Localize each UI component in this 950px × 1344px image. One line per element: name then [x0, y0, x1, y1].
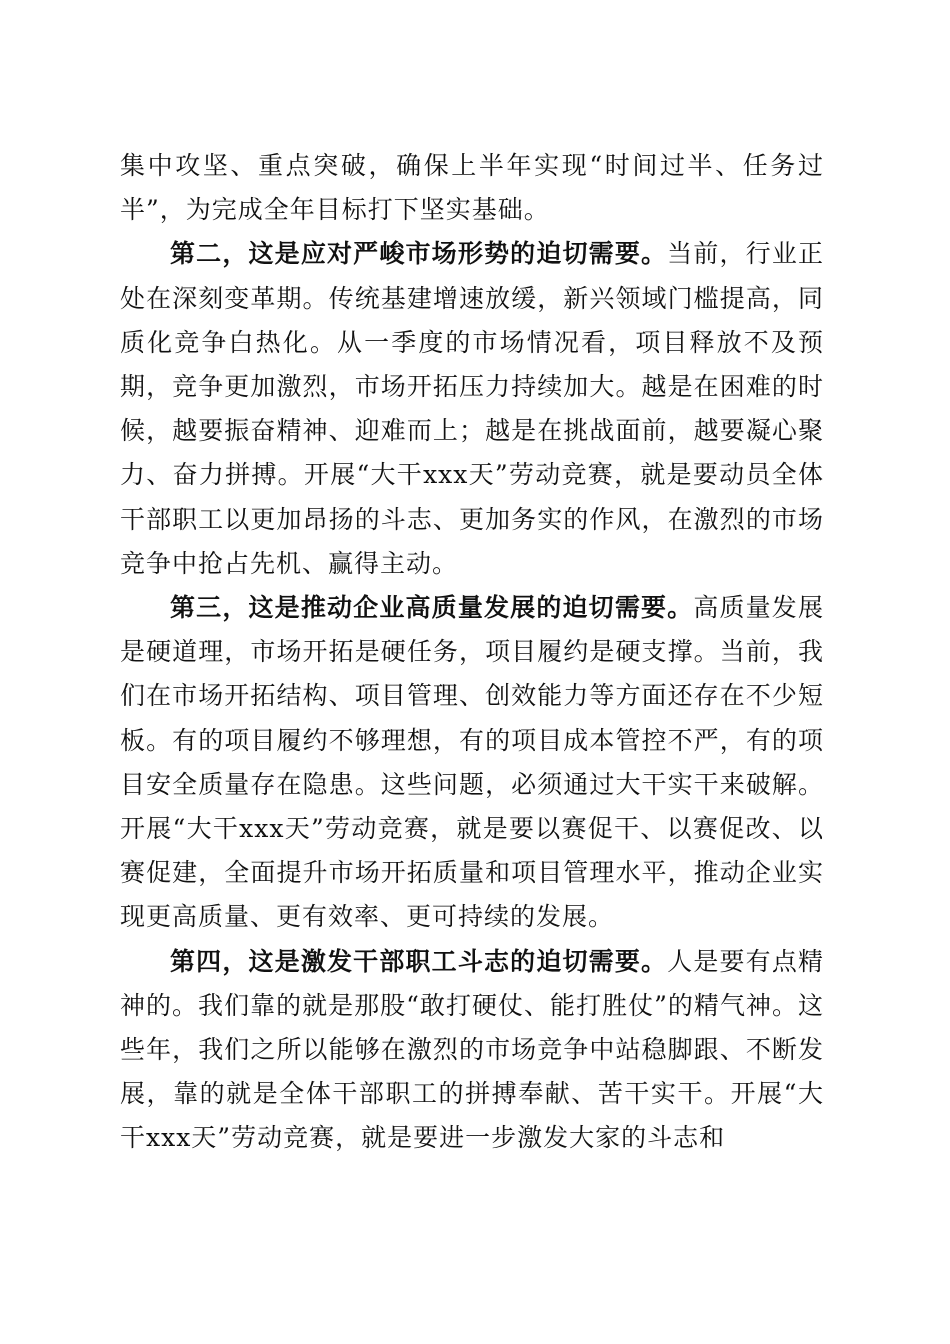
paragraph-lead: 第三，这是推动企业高质量发展的迫切需要。 [170, 593, 694, 623]
paragraph-text: 当前，行业正处在深刻变革期。传统基建增速放缓，新兴领域门槛提高，同质化竞争白热化。从一季度的市场情况看，项目释放不及预期，竞争更加激烈，市场开拓压力持续加大。越是在困难的时候，越要振奋精神、迎难而上；越是在挑战面前，越要凝心聚力、奋力拼搏。开展“大干xxx天”劳动竞赛，就是要动员全体干部职工以更加昂扬的斗志、更加务实的作风，在激烈的市场竞争中抢占先机、赢得主动。 [120, 239, 824, 578]
document-page [120, 144, 824, 1161]
paragraph-text: 集中攻坚、重点突破，确保上半年实现“时间过半、任务过半”，为完成全年目标打下坚实基础。 [120, 151, 824, 225]
paragraph-third [120, 586, 824, 940]
paragraph-fourth [120, 940, 824, 1161]
paragraph-lead: 第四，这是激发干部职工斗志的迫切需要。 [170, 946, 668, 976]
paragraph-second [120, 232, 824, 586]
paragraph-lead: 第二，这是应对严峻市场形势的迫切需要。 [170, 239, 668, 269]
paragraph-text: 人是要有点精神的。我们靠的就是那股“敢打硬仗、能打胜仗”的精气神。这些年，我们之所以能够在激烈的市场竞争中站稳脚跟、不断发展，靠的就是全体干部职工的拼搏奉献、苦干实干。开展“大干xxx天”劳动竞赛，就是要进一步激发大家的斗志和 [120, 946, 824, 1153]
paragraph-text: 高质量发展是硬道理，市场开拓是硬任务，项目履约是硬支撑。当前，我们在市场开拓结构、项目管理、创效能力等方面还存在不少短板。有的项目履约不够理想，有的项目成本管控不严，有的项目安全质量存在隐患。这些问题，必须通过大干实干来破解。开展“大干xxx天”劳动竞赛，就是要以赛促干、以赛促改、以赛促建，全面提升市场开拓质量和项目管理水平，推动企业实现更高质量、更有效率、更可持续的发展。 [120, 593, 824, 932]
paragraph-continuation [120, 144, 824, 232]
